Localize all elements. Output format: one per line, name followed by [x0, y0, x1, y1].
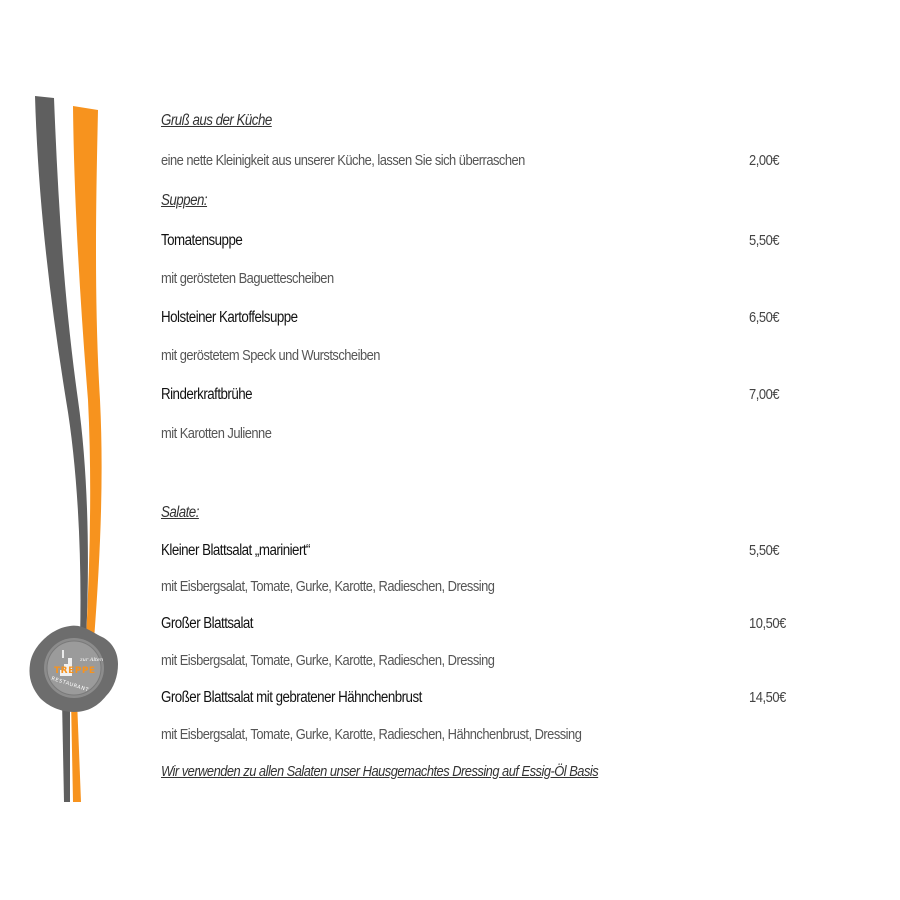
gruss-price: 2,00€: [749, 152, 780, 169]
ribbon-decoration: [0, 0, 140, 900]
salad-large-name: Großer Blattsalat: [161, 615, 253, 632]
salad-small-description: mit Eisbergsalat, Tomate, Gurke, Karotte, Radieschen, Dressing: [161, 578, 495, 595]
section-heading-gruss: Gruß aus der Küche: [161, 112, 272, 129]
soup-potato-description: mit geröstetem Speck und Wurstscheiben: [161, 347, 380, 364]
soup-tomato-price: 5,50€: [749, 232, 780, 249]
soup-tomato-name: Tomatensuppe: [161, 232, 243, 249]
salad-large-price: 10,50€: [749, 615, 786, 632]
seal-brand-text: TREPPE: [54, 666, 96, 676]
salad-chicken-description: mit Eisbergsalat, Tomate, Gurke, Karotte, Radieschen, Hähnchenbrust, Dressing: [161, 726, 582, 743]
soup-tomato-description: mit gerösteten Baguettescheiben: [161, 270, 334, 287]
section-heading-suppen: Suppen:: [161, 192, 208, 209]
dressing-note: Wir verwenden zu allen Salaten unser Hausgemachtes Dressing auf Essig-Öl Basis: [161, 763, 599, 780]
soup-potato-price: 6,50€: [749, 309, 780, 326]
soup-potato-name: Holsteiner Kartoffelsuppe: [161, 309, 298, 326]
gray-ribbon-tail: [62, 700, 70, 802]
soup-broth-description: mit Karotten Julienne: [161, 425, 272, 442]
salad-small-price: 5,50€: [749, 542, 780, 559]
section-heading-salate: Salate:: [161, 504, 199, 521]
seal-sub-text: RESTAURANT: [50, 675, 90, 694]
orange-ribbon-tail: [71, 700, 81, 802]
gruss-description: eine nette Kleinigkeit aus unserer Küche, lassen Sie sich überraschen: [161, 152, 525, 169]
seal-script-text: zur Alten: [80, 657, 104, 663]
soup-broth-price: 7,00€: [749, 386, 780, 403]
salad-large-description: mit Eisbergsalat, Tomate, Gurke, Karotte, Radieschen, Dressing: [161, 652, 495, 669]
salad-chicken-name: Großer Blattsalat mit gebratener Hähnchenbrust: [161, 689, 422, 706]
salad-chicken-price: 14,50€: [749, 689, 786, 706]
soup-broth-name: Rinderkraftbrühe: [161, 386, 253, 403]
salad-small-name: Kleiner Blattsalat „mariniert“: [161, 542, 310, 559]
